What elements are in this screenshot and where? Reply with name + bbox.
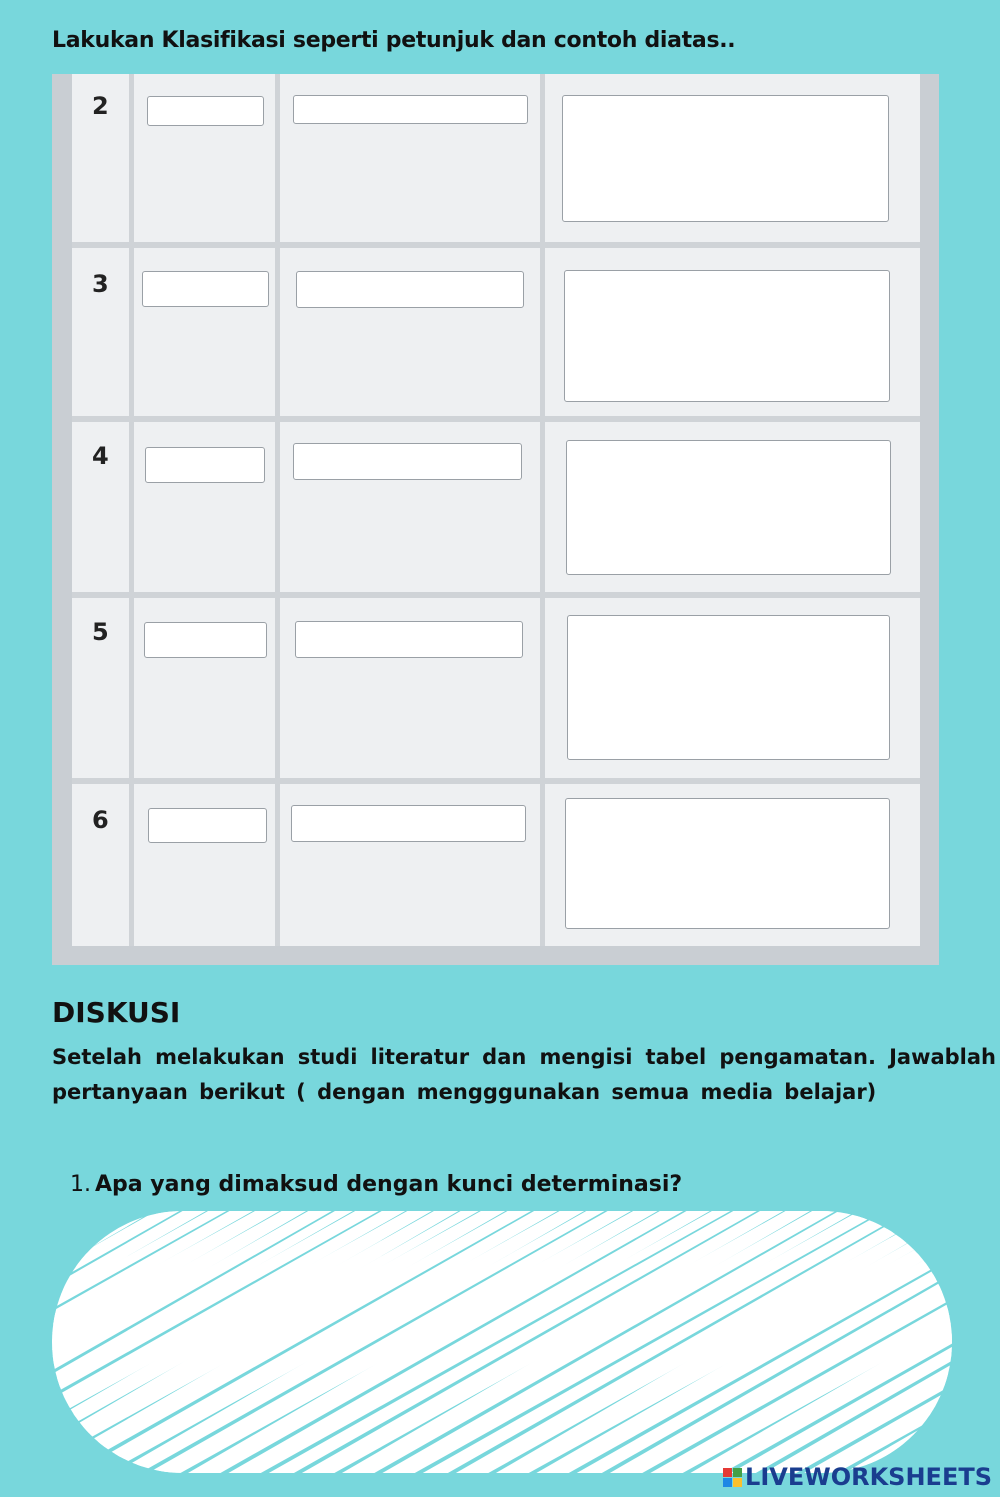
row-number-cell <box>72 784 134 946</box>
class-cell <box>134 598 280 778</box>
name-input[interactable] <box>295 621 523 658</box>
description-cell <box>545 422 903 592</box>
table-row <box>72 422 920 592</box>
row-number: 6 <box>92 806 109 834</box>
description-cell <box>545 784 903 946</box>
logo-square-blue <box>723 1478 732 1487</box>
logo-square-green <box>733 1468 742 1477</box>
row-number-cell <box>72 74 134 242</box>
logo-square-red <box>723 1468 732 1477</box>
description-input[interactable] <box>566 440 891 575</box>
name-input[interactable] <box>291 805 526 842</box>
question-1 <box>70 1172 682 1197</box>
name-cell <box>280 248 545 416</box>
row-number: 5 <box>92 618 109 646</box>
row-number: 4 <box>92 442 109 470</box>
liveworksheets-brand <box>723 1463 992 1491</box>
description-cell <box>545 248 903 416</box>
description-cell <box>545 598 903 778</box>
class-cell <box>134 784 280 946</box>
description-input[interactable] <box>562 95 889 222</box>
diskusi-heading: DISKUSI <box>52 996 181 1029</box>
table-row <box>72 248 920 416</box>
scribble-strokes <box>52 1205 952 1475</box>
class-input[interactable] <box>148 808 267 843</box>
name-cell <box>280 784 545 946</box>
table-row <box>72 74 920 242</box>
liveworksheets-logo-icon <box>723 1468 742 1487</box>
row-number-cell <box>72 422 134 592</box>
class-cell <box>134 74 280 242</box>
name-input[interactable] <box>293 95 528 124</box>
class-cell <box>134 248 280 416</box>
brand-name: LIVEWORKSHEETS <box>745 1463 992 1491</box>
answer-scribble-area[interactable] <box>52 1205 952 1475</box>
name-cell <box>280 74 545 242</box>
name-input[interactable] <box>296 271 524 308</box>
logo-square-yellow <box>733 1478 742 1487</box>
name-input[interactable] <box>293 443 522 480</box>
diskusi-instructions: Setelah melakukan studi literatur dan mengisi tabel pengamatan. Jawablah pertanyaan berikut ( dengan mengggunakan semua media belajar) <box>52 1045 996 1104</box>
description-input[interactable] <box>565 798 890 929</box>
table-row <box>72 598 920 778</box>
class-input[interactable] <box>145 447 265 483</box>
row-number-cell <box>72 598 134 778</box>
table-row <box>72 784 920 946</box>
row-number: 3 <box>92 270 109 298</box>
name-cell <box>280 598 545 778</box>
class-input[interactable] <box>142 271 269 307</box>
class-cell <box>134 422 280 592</box>
instruction-text: Lakukan Klasifikasi seperti petunjuk dan contoh diatas.. <box>52 28 736 53</box>
name-cell <box>280 422 545 592</box>
class-input[interactable] <box>147 96 264 126</box>
row-number-cell <box>72 248 134 416</box>
row-number: 2 <box>92 92 109 120</box>
question-number: 1. <box>70 1172 91 1197</box>
class-input[interactable] <box>144 622 267 658</box>
description-input[interactable] <box>567 615 890 760</box>
description-cell <box>545 74 903 242</box>
classification-table <box>52 74 939 965</box>
description-input[interactable] <box>564 270 890 402</box>
question-text: Apa yang dimaksud dengan kunci determinasi? <box>95 1172 683 1197</box>
